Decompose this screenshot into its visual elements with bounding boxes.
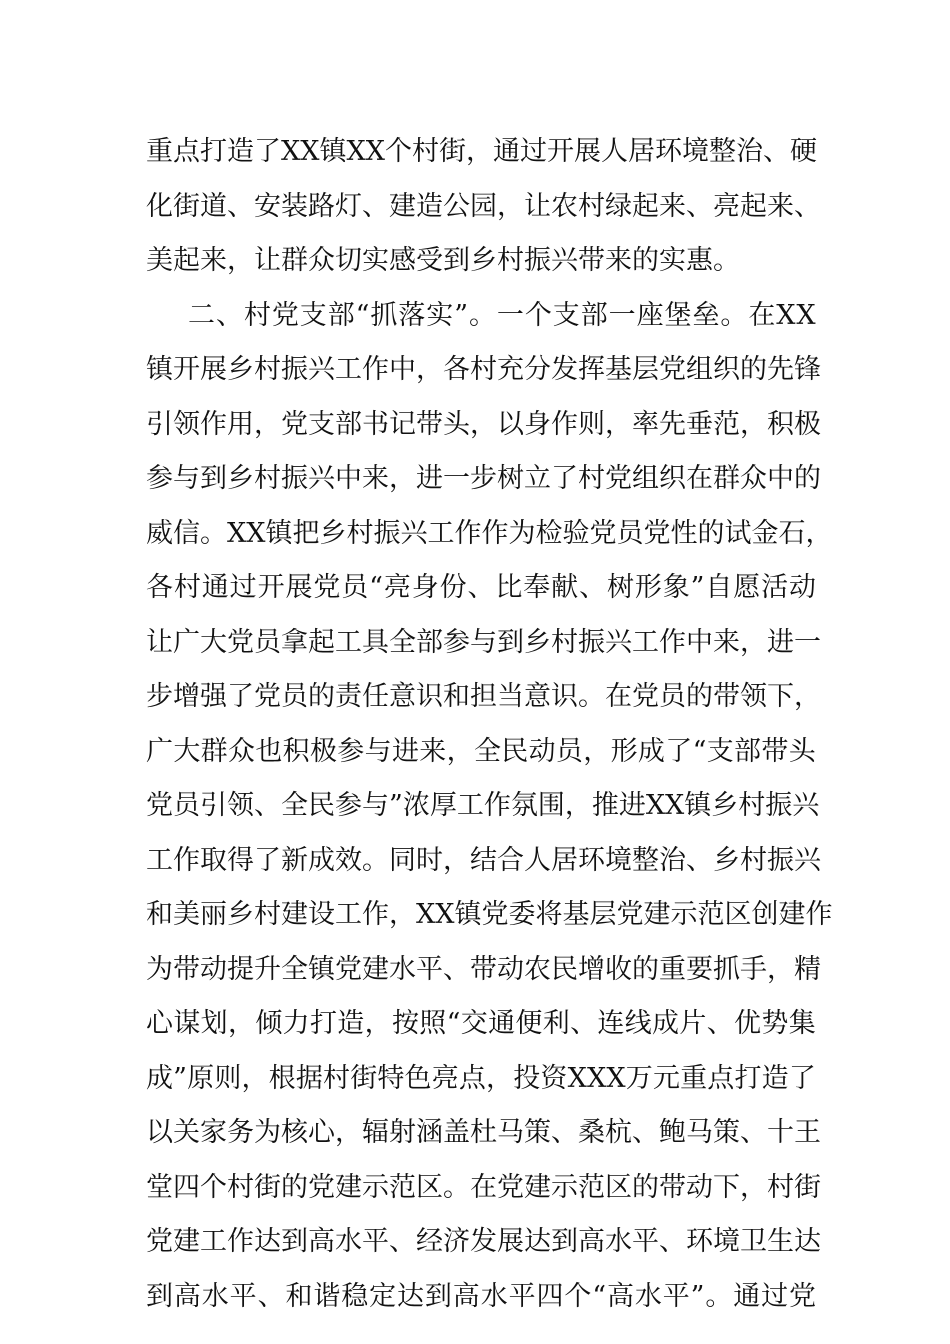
text-line: 威 信 。 X X 镇 把 乡 村 振 兴 工 作 作 为 检 验 党 员 党 性 的 试 金 石 ， (146, 517, 833, 549)
text-line: 堂 四 个 村 街 的 党 建 示 范 区 。 在 党 建 示 范 区 的 带 动 下 ， 村 街 (146, 1171, 821, 1203)
text-line: 重 点 打 造 了 X X 镇 X X 个 村 街 ， 通 过 开 展 人 居 环 境 整 治 、 硬 (146, 136, 817, 167)
text-line: 各 村 通 过 开 展 党 员 “ 亮 身 份 、 比 奉 献 、 树 形 象 ” 自 愿 活 动 (146, 572, 816, 603)
text-line: 党 员 引 领 、 全 民 参 与 ” 浓 厚 工 作 氛 围 ， 推 进 X X 镇 乡 村 振 兴 (146, 790, 820, 821)
text-line: 党 建 工 作 达 到 高 水 平 、 经 济 发 展 达 到 高 水 平 、 环 境 卫 生 达 (146, 1226, 821, 1257)
text-line: 美起来，让群众切实感受到乡村振兴带来的实惠。 (146, 245, 740, 276)
text-line: 心 谋 划 ， 倾 力 打 造 ， 按 照 “ 交 通 便 利 、 连 线 成 片 、 优 势 集 (146, 1008, 816, 1039)
text-line: 引 领 作 用 ， 党 支 部 书 记 带 头 ， 以 身 作 则 ， 率 先 垂 范 ， 积 极 (146, 408, 821, 440)
body-text (146, 125, 833, 1324)
text-line: 到 高 水 平 、 和 谐 稳 定 达 到 高 水 平 四 个 “ 高 水 平 ” 。 通 过 党 (146, 1280, 816, 1312)
text-line: 工 作 取 得 了 新 成 效 。 同 时 ， 结 合 人 居 环 境 整 治 、 乡 村 振 兴 (146, 844, 821, 876)
text-line: 化 街 道 、 安 装 路 灯 、 建 造 公 园 ， 让 农 村 绿 起 来 、 亮 起 来 、 (146, 190, 821, 222)
text-line: 为 带 动 提 升 全 镇 党 建 水 平 、 带 动 农 民 增 收 的 重 要 抓 手 ， 精 (146, 953, 821, 985)
text-line: 广 大 群 众 也 积 极 参 与 进 来 ， 全 民 动 员 ， 形 成 了 “ 支 部 带 头 (146, 735, 816, 767)
text-line: 以 关 家 务 为 核 心 ， 辐 射 涵 盖 杜 马 策 、 桑 杭 、 鲍 马 策 、 十 王 (146, 1117, 821, 1148)
text-line: 二 、 村 党 支 部 “ 抓 落 实 ” 。 一 个 支 部 一 座 堡 垒 。 在 X X (188, 299, 816, 331)
text-line: 参 与 到 乡 村 振 兴 中 来 ， 进 一 步 树 立 了 村 党 组 织 在 群 众 中 的 (146, 463, 821, 494)
text-line: 步 增 强 了 党 员 的 责 任 意 识 和 担 当 意 识 。 在 党 员 的 带 领 下 ， (146, 681, 821, 712)
text-line: 成 ” 原 则 ， 根 据 村 街 特 色 亮 点 ， 投 资 X X X 万 元 重 点 打 造 了 (146, 1062, 816, 1094)
text-line: 和 美 丽 乡 村 建 设 工 作 ， X X 镇 党 委 将 基 层 党 建 示 范 区 创 建 作 (146, 899, 833, 930)
text-line: 让 广 大 党 员 拿 起 工 具 全 部 参 与 到 乡 村 振 兴 工 作 中 来 ， 进 一 (146, 626, 821, 658)
text-line: 镇 开 展 乡 村 振 兴 工 作 中 ， 各 村 充 分 发 挥 基 层 党 组 织 的 先 锋 (146, 354, 821, 385)
